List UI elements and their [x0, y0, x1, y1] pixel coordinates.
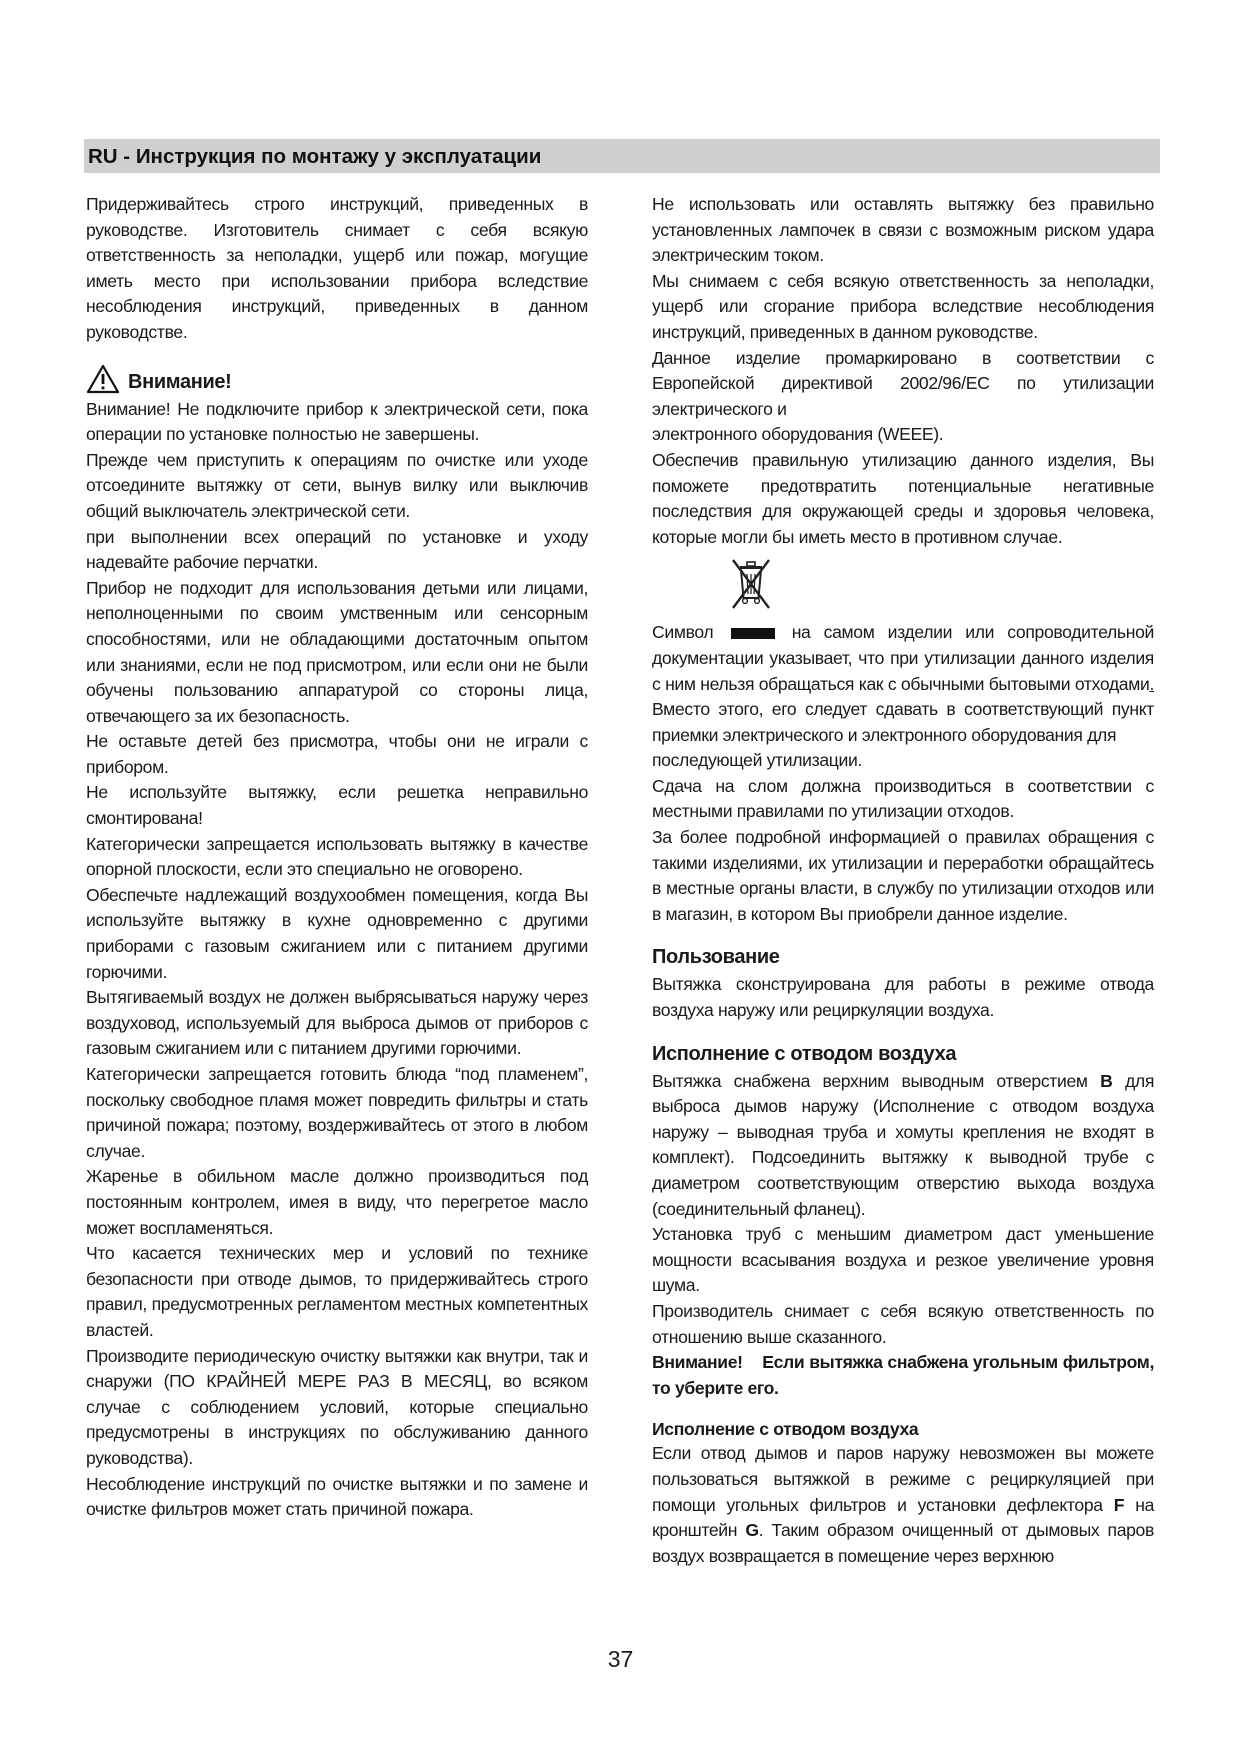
- usage-paragraph: Вытяжка сконструирована для работы в режиме отвода воздуха наружу или рециркуляции воздуха.: [652, 974, 1154, 1021]
- crossed-out-bin-icon: [728, 596, 774, 616]
- section-title: RU - Инструкция по монтажу у эксплуатации: [88, 145, 542, 168]
- label-g: G: [745, 1520, 759, 1541]
- recirc-text: на кронштейн: [652, 1494, 1154, 1541]
- intro-paragraph: Придерживайтесь строго инструкций, приведенных в руководстве. Изготовитель снимает с себя всякую ответственность за неполадки, ущерб или пожар, могущие иметь место при использовании прибора вследствие несоблюдения инструкций, приведенных в данном руководстве.: [86, 194, 588, 342]
- left-paragraph: Категорически запрещается использовать вытяжку в качестве опорной плоскости, если это специально не оговорено.: [86, 833, 588, 880]
- exhaust-text: для выброса дымов наружу (Исполнение с отводом воздуха наружу – выводная труба и хомуты крепления не входят в комплект). Подсоединить вытяжку к выводной трубе с диаметром соответствующим отверстию выхода воздуха (соединительный фланец).: [652, 1070, 1154, 1219]
- left-paragraph: Производите периодическую очистку вытяжки как внутри, так и снаружи (ПО КРАЙНЕЙ МЕРЕ РАЗ В МЕСЯЦ, во всяком случае с соблюдением условий, которые специально предусмотрены в инструкциях по обслуживанию данного руководства).: [86, 1345, 588, 1468]
- recirc-heading: Исполнение с отводом воздуха: [652, 1419, 919, 1440]
- symbol-paragraph: [652, 620, 1154, 748]
- right-paragraph: Данное изделие промаркировано в соответствии с Европейской директивой 2002/96/EC по утилизации электрического и: [652, 347, 1154, 419]
- right-column: [652, 192, 1159, 1569]
- left-paragraph: Обеспечьте надлежащий воздухообмен помещения, когда Вы используйте вытяжку в кухне одновременно с другими приборами с газовым сжиганием или с питанием другими горючими.: [86, 884, 588, 982]
- symbol-text-before: Символ: [652, 622, 714, 643]
- recirc-text: . Таким образом очищенный от дымовых паров воздух возвращается в помещение через верхнюю: [652, 1520, 1154, 1566]
- exhaust-paragraph: Производитель снимает с себя всякую ответственность по отношению выше сказанного.: [652, 1300, 1154, 1347]
- left-paragraph: Не оставьте детей без присмотра, чтобы они не играли с прибором.: [86, 731, 588, 777]
- exhaust-text: Вытяжка снабжена верхним выводным отверстием: [652, 1070, 1101, 1091]
- right-paragraph: Обеспечив правильную утилизацию данного изделия, Вы поможете предотвратить потенциальные негативные последствия для окружающей среды и здоровья человека, которые могли бы иметь место в противном случае.: [652, 449, 1154, 547]
- right-paragraph: электронного оборудования (WEEE).: [652, 424, 944, 445]
- exhaust-warning: Внимание! Если вытяжка снабжена угольным фильтром, то уберите его.: [652, 1352, 1159, 1398]
- left-paragraph: Что касается технических мер и условий по технике безопасности при отводе дымов, то придерживайтесь строго правил, предусмотренных регламентом местных компетентных властей.: [86, 1243, 588, 1340]
- left-paragraph: при выполнении всех операций по установке и уходу надевайте рабочие перчатки.: [86, 526, 588, 573]
- page-number: 37: [607, 1646, 634, 1672]
- exhaust-heading: Исполнение с отводом воздуха: [652, 1042, 957, 1065]
- left-paragraph: Жаренье в обильном масле должно производиться под постоянным контролем, имея в виду, что перегретое масло может воспламеняться.: [86, 1166, 588, 1238]
- symbol-underlined: .: [1149, 673, 1154, 694]
- left-paragraph: Несоблюдение инструкций по очистке вытяжки и по замене и очистке фильтров может стать причиной пожара.: [86, 1473, 588, 1520]
- left-paragraph: Внимание! Не подключите прибор к электрической сети, пока операции по установке полностью не завершены.: [86, 398, 588, 445]
- symbol-text-after: на самом изделии или сопроводительной документации указывает, что при утилизации данного изделия с ним нельзя обращаться как с обычными бытовыми отходами: [652, 622, 1154, 694]
- left-paragraph: Не используйте вытяжку, если решетка неправильно смонтирована!: [86, 782, 588, 829]
- section-header: [84, 139, 1160, 173]
- left-paragraph: Вытягиваемый воздух не должен выбрясываться наружу через воздуховод, используемый для выброса дымов от приборов с газовым сжиганием или с питанием другими горючими.: [86, 987, 588, 1059]
- left-column: [86, 192, 588, 1523]
- left-paragraph: Прибор не подходит для использования детьми или лицами, неполноценными по своим умственным или сенсорным способностями, или не обладающими достаточным опытом или знаниями, если не под присмотром, или если они не были обучены пользованию аппаратурой со стороны лица, отвечающего за их безопасность.: [86, 577, 588, 726]
- label-b: B: [1100, 1070, 1113, 1091]
- warning-triangle-icon: [86, 364, 120, 394]
- warning-heading: [86, 364, 588, 394]
- black-bar-symbol: [731, 628, 775, 639]
- warning-title: Внимание!: [128, 370, 232, 393]
- right-paragraph: Не использовать или оставлять вытяжку без правильно установленных лампочек в связи с возможным риском удара электрическим током.: [652, 194, 1154, 266]
- right-paragraph: последующей утилизации.: [652, 750, 863, 771]
- recirc-text: Если отвод дымов и паров наружу невозможен вы можете пользоваться вытяжкой в режиме с рециркуляцией при помощи угольных фильтров и установки дефлектора: [652, 1443, 1154, 1515]
- left-paragraph: Категорически запрещается готовить блюда “под пламенем”, поскольку свободное пламя может повредить фильтры и стать причиной пожара; поэтому, воздерживайтесь от этого в любом случае.: [86, 1064, 588, 1161]
- label-f: F: [1113, 1494, 1125, 1515]
- recirc-paragraph: [652, 1441, 1154, 1569]
- weee-symbol: [652, 550, 1154, 620]
- right-paragraph: За более подробной информацией о правилах обращения с такими изделиями, их утилизации и переработки обращайтесь в местные органы власти, в службу по утилизации отходов или в магазин, в котором Вы приобрели данное изделие.: [652, 827, 1154, 924]
- right-paragraph: Мы снимаем с себя всякую ответственность за неполадки, ущерб или сгорание прибора вследствие несоблюдения инструкций, приведенных в данном руководстве.: [652, 270, 1154, 342]
- exhaust-paragraph: Установка труб с меньшим диаметром даст уменьшение мощности всасывания воздуха и резкое увеличение уровня шума.: [652, 1224, 1154, 1296]
- right-paragraph: Сдача на слом должна производиться в соответствии с местными правилами по утилизации отходов.: [652, 775, 1154, 822]
- usage-heading: Пользование: [652, 946, 780, 969]
- symbol-text-tail: Вместо этого, его следует сдавать в соответствующий пункт приемки электрического и электронного оборудования для: [652, 699, 1154, 745]
- left-paragraph: Прежде чем приступить к операциям по очистке или уходе отсоедините вытяжку от сети, вынув вилку или выключив общий выключатель электрической сети.: [86, 449, 588, 521]
- exhaust-paragraph: [652, 1069, 1154, 1223]
